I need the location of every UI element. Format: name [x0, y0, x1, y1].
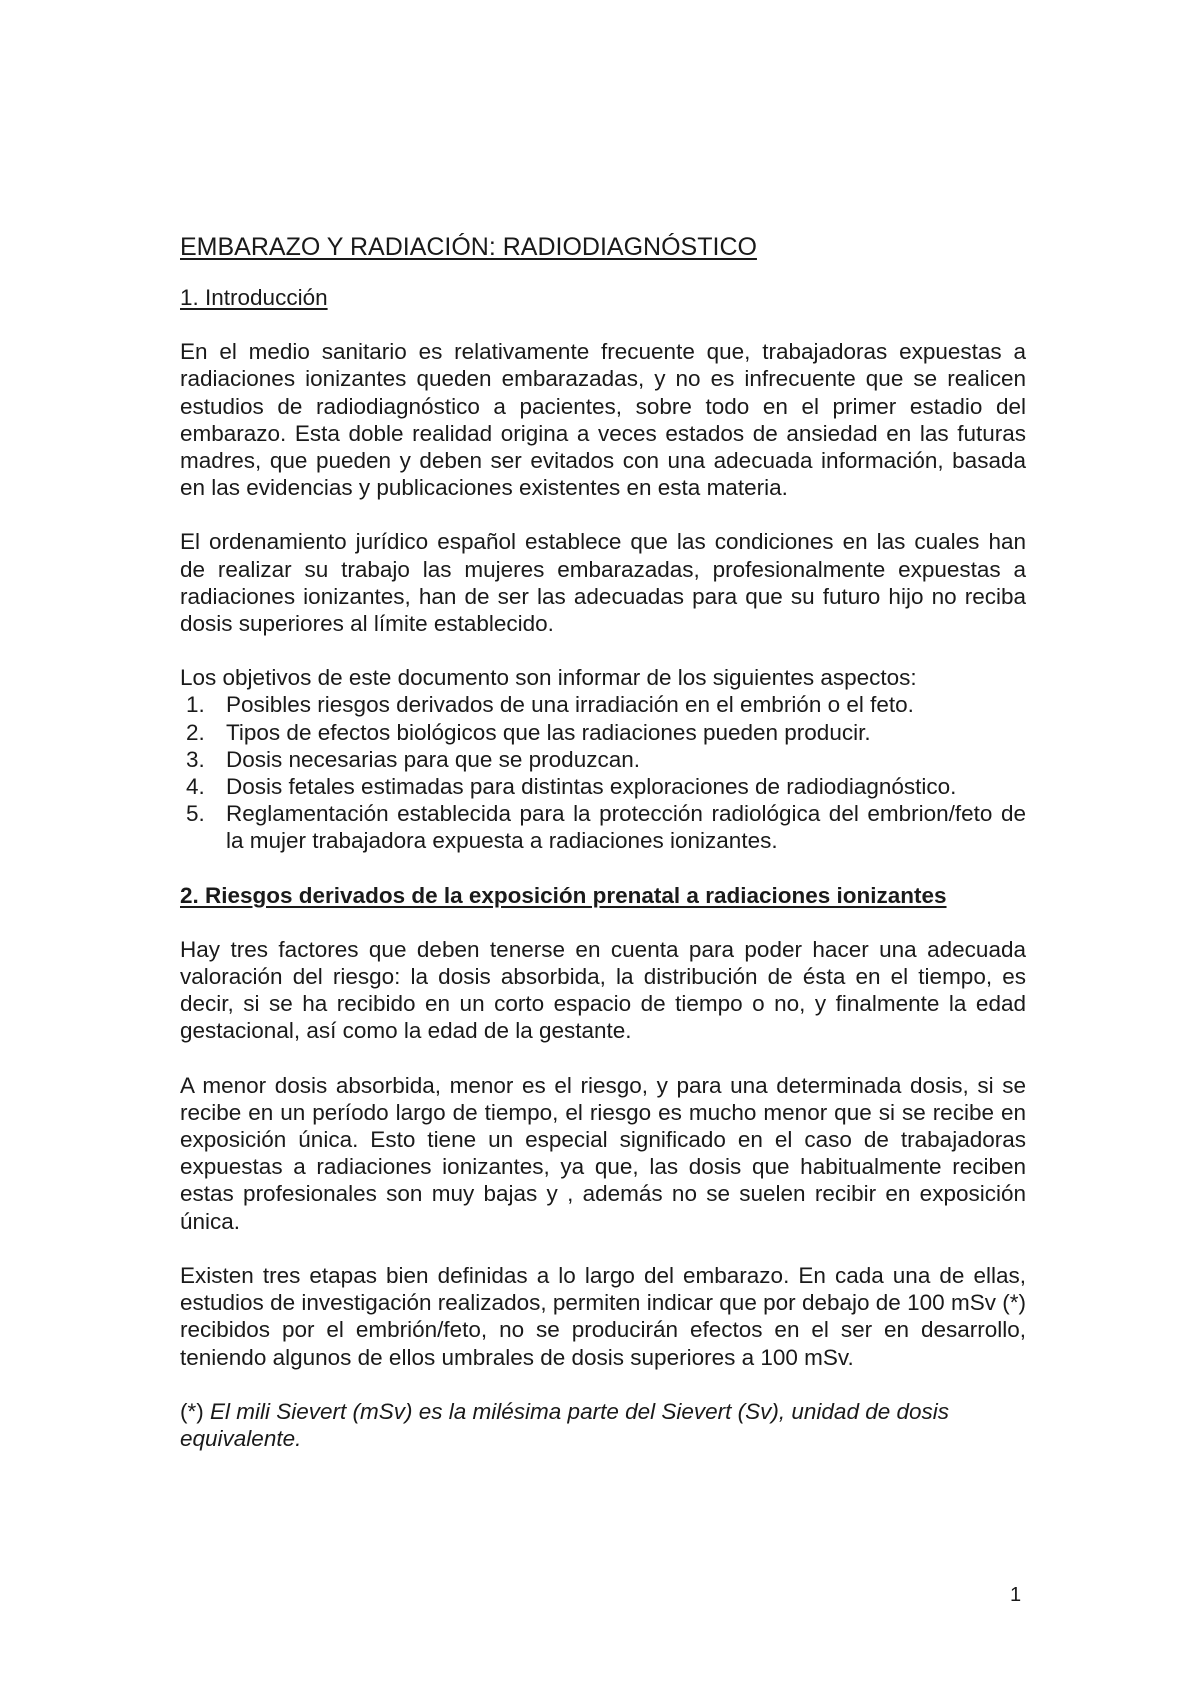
page-number: 1: [1010, 1584, 1022, 1606]
list-item-number: 3.: [186, 746, 205, 772]
list-item: [180, 691, 1026, 718]
footnote: [180, 1398, 1026, 1452]
list-item: [180, 773, 1026, 800]
list-item-number: 5.: [186, 801, 205, 827]
list-item-number: 1.: [186, 692, 205, 718]
footnote-text: El mili Sievert (mSv) es la milésima parte del Sievert (Sv), unidad de dosis equivalente.: [180, 1398, 950, 1451]
section-2-paragraph-2: A menor dosis absorbida, menor es el riesgo, y para una determinada dosis, si se recibe en un período largo de tiempo, el riesgo es mucho menor que si se recibe en exposición única. Esto tiene un especial significado en el caso de trabajadoras expuestas a radiaciones ionizantes, ya que, las dosis que habitualmente reciben estas profesionales son muy bajas y , además no se suelen recibir en exposición única.: [180, 1072, 1026, 1234]
list-item-text: Dosis fetales estimadas para distintas exploraciones de radiodiagnóstico.: [226, 774, 957, 800]
footnote-marker: (*): [180, 1398, 204, 1424]
list-item-text: Dosis necesarias para que se produzcan.: [226, 746, 640, 772]
list-item-number: 2.: [186, 719, 205, 745]
list-item-text: Reglamentación establecida para la protección radiológica del embrion/feto de la mujer trabajadora expuesta a radiaciones ionizantes.: [226, 801, 1026, 854]
section-2-paragraph-1: Hay tres factores que deben tenerse en cuenta para poder hacer una adecuada valoración del riesgo: la dosis absorbida, la distribución de ésta en el tiempo, es decir, si se ha recibido en un corto espacio de tiempo o no, y finalmente la edad gestacional, así como la edad de la gestante.: [180, 936, 1026, 1044]
list-item-number: 4.: [186, 774, 205, 800]
section-1-heading: 1. Introducción: [180, 285, 328, 310]
document-title: EMBARAZO Y RADIACIÓN: RADIODIAGNÓSTICO: [180, 233, 757, 261]
list-item-text: Posibles riesgos derivados de una irradiación en el embrión o el feto.: [226, 692, 914, 718]
section-1-paragraph-3: Los objetivos de este documento son informar de los siguientes aspectos:: [180, 665, 917, 691]
list-item: [180, 746, 1026, 773]
document-body: [180, 231, 1026, 1452]
section-2-paragraph-3: Existen tres etapas bien definidas a lo largo del embarazo. En cada una de ellas, estudios de investigación realizados, permiten indicar que por debajo de 100 mSv (*) recibidos por el embrión/feto, no se producirán efectos en el ser en desarrollo, teniendo algunos de ellos umbrales de dosis superiores a 100 mSv.: [180, 1262, 1026, 1370]
section-2-heading: 2. Riesgos derivados de la exposición prenatal a radiaciones ionizantes: [180, 882, 947, 908]
list-item: [180, 800, 1026, 854]
section-1-paragraph-1: En el medio sanitario es relativamente frecuente que, trabajadoras expuestas a radiaciones ionizantes queden embarazadas, y no es infrecuente que se realicen estudios de radiodiagnóstico a pacientes, sobre todo en el primer estadio del embarazo. Esta doble realidad origina a veces estados de ansiedad en las futuras madres, que pueden y deben ser evitados con una adecuada información, basada en las evidencias y publicaciones existentes en esta materia.: [180, 339, 1026, 501]
objectives-list: [180, 691, 1026, 854]
section-1-paragraph-2: El ordenamiento jurídico español establece que las condiciones en las cuales han de realizar su trabajo las mujeres embarazadas, profesionalmente expuestas a radiaciones ionizantes, han de ser las adecuadas para que su futuro hijo no reciba dosis superiores al límite establecido.: [180, 529, 1026, 637]
list-item: [180, 719, 1026, 746]
list-item-text: Tipos de efectos biológicos que las radiaciones pueden producir.: [226, 719, 871, 745]
